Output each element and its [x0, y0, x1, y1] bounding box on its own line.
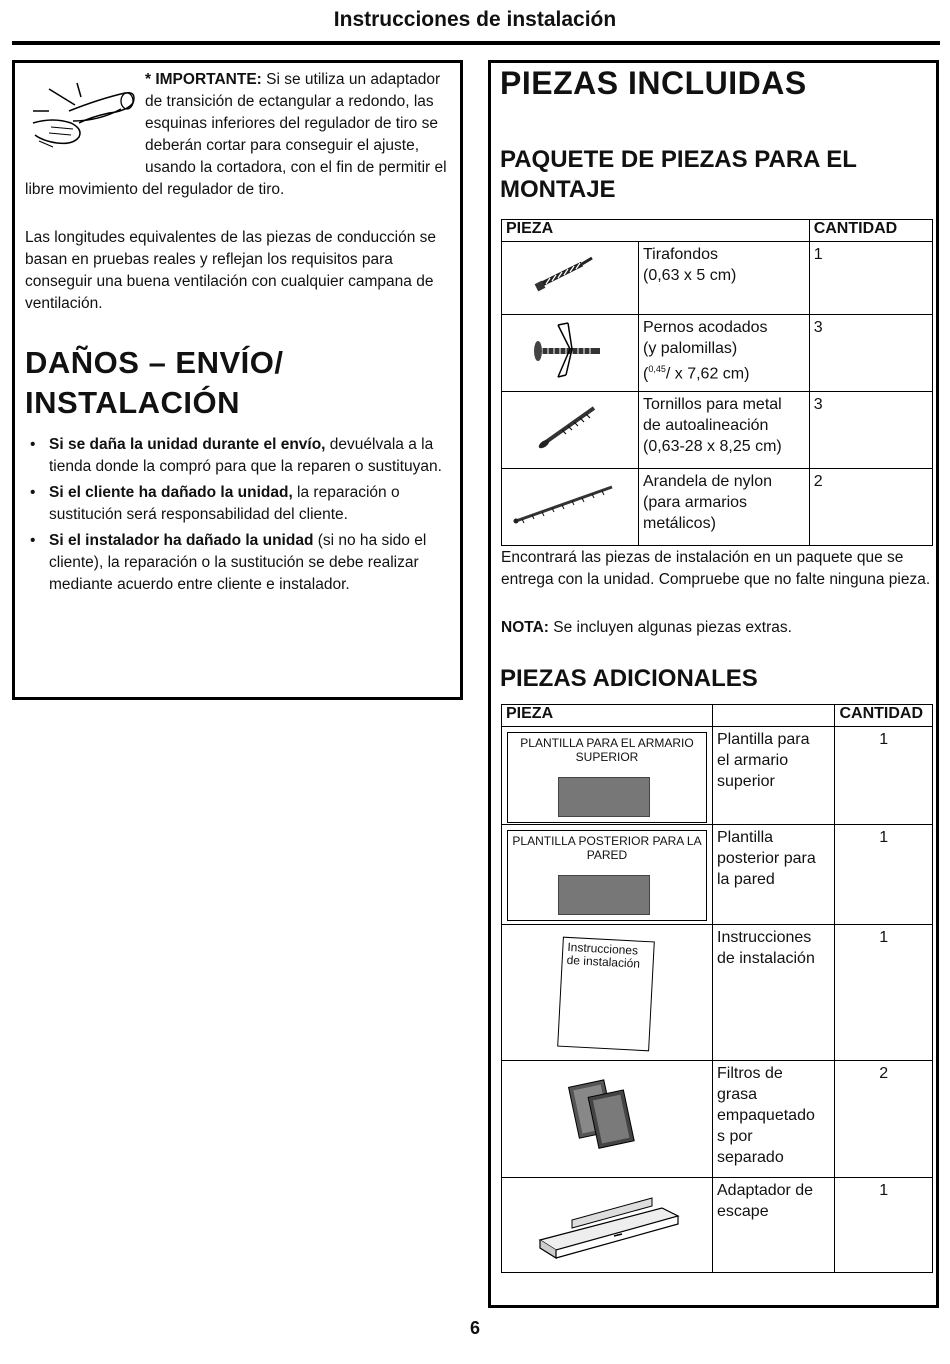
header-rule — [12, 41, 940, 45]
danos-heading: DAÑOS – ENVÍO/ INSTALACIÓN — [25, 345, 284, 420]
paquete-heading: PAQUETE DE PIEZAS PARA EL MONTAJE — [500, 146, 857, 203]
right-parts-box — [488, 60, 939, 1308]
table-row: Instrucciones de instalación Instrucciones de instalación 1 — [502, 925, 933, 1061]
table-row: PLANTILLA POSTERIOR PARA LA PARED Plantilla posterior para la pared 1 — [502, 825, 933, 925]
self-aligning-screw-icon — [502, 392, 638, 462]
lag-screw-icon — [502, 242, 638, 308]
importante-note — [15, 69, 455, 201]
equivalent-lengths-paragraph: Las longitudes equivalentes de las piezas de conducción se basan en pruebas reales y reflejan los requisitos para conseguir una buena ventilación con cualquier campana de ventilación. — [25, 229, 437, 312]
installation-manual-image: Instrucciones de instalación — [557, 937, 655, 1052]
col-header-pieza: PIEZA — [502, 705, 713, 727]
left-info-box — [12, 60, 463, 700]
table-header-row — [502, 705, 933, 727]
page-header-title: Instrucciones de instalación — [333, 8, 617, 31]
table-row: Arandela de nylon (para armarios metálicos) 2 — [502, 469, 933, 546]
table-header-row — [502, 220, 933, 242]
table-row: Filtros de grasa empaquetado s por separado 2 — [502, 1061, 933, 1178]
damage-bullet-list — [25, 434, 455, 600]
nota-line: NOTA: Se incluyen algunas piezas extras. — [501, 619, 792, 636]
nylon-washer-icon — [502, 469, 638, 539]
page-number: 6 — [469, 1318, 480, 1338]
rear-wall-template-image: PLANTILLA POSTERIOR PARA LA PARED — [507, 830, 707, 921]
piezas-incluidas-heading: PIEZAS INCLUIDAS — [500, 65, 807, 101]
col-header-cantidad: CANTIDAD — [835, 705, 933, 727]
additional-parts-table — [501, 704, 933, 1273]
table-row: Tornillos para metal de autoalineación (0,63-28 x 8,25 cm) 3 — [502, 392, 933, 469]
importante-text: Si se utiliza un adaptador de transición de ectangular a redondo, las esquinas inferiores del regulador de tiro se deberán cortar para conseguir el ajuste, usando la cortadora, con el fin de permitir el libre movimiento del regulador de tiro. — [25, 71, 447, 198]
upper-cabinet-template-image: PLANTILLA PARA EL ARMARIO SUPERIOR — [507, 732, 707, 823]
table-row: Adaptador de escape 1 — [502, 1178, 933, 1273]
exhaust-adapter-icon — [502, 1178, 712, 1266]
col-header-cantidad: CANTIDAD — [809, 220, 932, 242]
col-header-pieza: PIEZA — [502, 220, 810, 242]
list-item: • Si el cliente ha dañado la unidad, la reparación o sustitución será responsabilidad del cliente. — [30, 484, 400, 523]
table-row: Tirafondos (0,63 x 5 cm) 1 — [502, 242, 933, 315]
parts-package-note: Encontrará las piezas de instalación en un paquete que se entrega con la unidad. Compruebe que no falte ninguna pieza. — [501, 549, 931, 588]
piezas-adicionales-heading: PIEZAS ADICIONALES — [500, 665, 758, 692]
list-item: • Si se daña la unidad durante el envío, devuélvala a la tienda donde la compró para que la reparen o sustituyan. — [30, 436, 442, 475]
table-row: PLANTILLA PARA EL ARMARIO SUPERIOR Plantilla para el armario superior 1 — [502, 727, 933, 825]
importante-label: * IMPORTANTE: — [145, 71, 262, 88]
grease-filters-icon — [502, 1061, 712, 1171]
list-item: • Si el instalador ha dañado la unidad (si no ha sido el cliente), la reparación o la sustitución se debe realizar mediante acuerdo entre cliente e instalador. — [30, 532, 427, 593]
toggle-bolt-icon — [502, 315, 638, 385]
table-row: Pernos acodados (y palomillas) ($^{0,45}$/ x 7,62 cm) 3 — [502, 315, 933, 392]
mounting-parts-table — [501, 219, 933, 546]
